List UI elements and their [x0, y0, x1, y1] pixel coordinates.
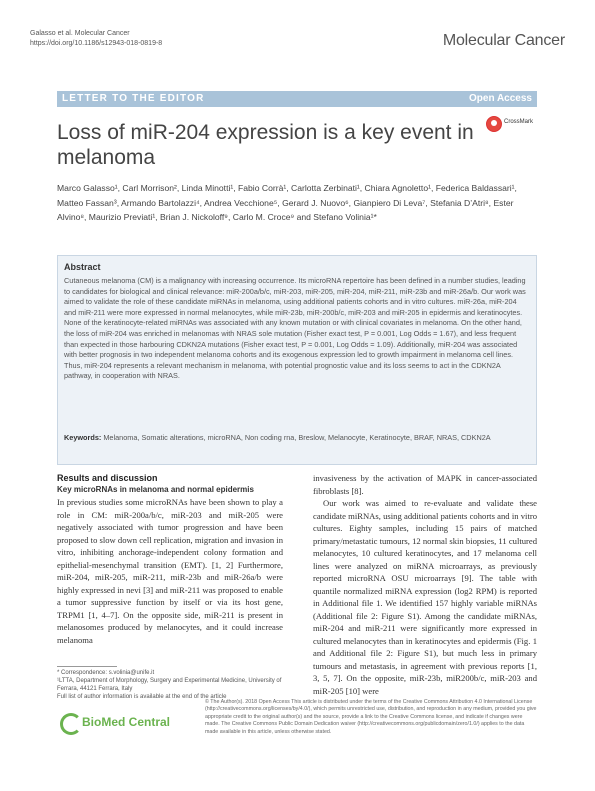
section-heading: Results and discussion — [57, 473, 158, 483]
article-title: Loss of miR-204 expression is a key event in melanoma — [57, 121, 474, 169]
journal-name: Molecular Cancer — [442, 32, 565, 49]
crossmark-button[interactable] — [486, 116, 536, 134]
correspondence-email[interactable]: * Correspondence: s.volinia@unife.it — [57, 670, 155, 676]
affiliation: ¹LTTA, Department of Morphology, Surgery and Experimental Medicine, University of Ferrara, 44121 Ferrara, Italy — [57, 678, 282, 692]
author-list: Marco Galasso¹, Carl Morrison², Linda Minotti¹, Fabio Corrà¹, Carlotta Zerbinati¹, Chiara Agnoletto¹, Federica Baldassari¹, Matteo Fassan³, Armando Bartolazzi⁴, Andrea Vecchione⁵, Gerard J. Nuovo⁶, Gianpiero Di Leva⁷, Stefania D’Atri⁸, Ester Alvino⁸, Maurizio Previati¹, Brian J. Nickoloff⁹, Carlo M. Croce⁹ and Stefano Volinia¹* — [57, 183, 517, 222]
footnotes — [57, 669, 287, 701]
article-type-label: LETTER TO THE EDITOR — [62, 93, 205, 104]
crossmark-icon — [486, 116, 502, 132]
paragraph: In previous studies some microRNAs have been shown to play a role in CM: miR-200a/b/c, miR-203 and miR-205 were negatively associated with tumor progression and have been proposed to slow down cell replication, migration and invasion in vitro, inhibiting anchorage-independent colony formation and epithelial-mesenchymal transition (EMT). [1, 2] Furthermore, miR-204, miR-205, miR-211, miR-23b and miR-26a/b were highly expressed in nevi [3] and miR-211 was proposed to enable a tumor suppressive function by itself or via its host gene, TRPM1 [1, 4–7]. On the opposite side, miR-211 is present in melanosomes produced by melanocytes, and it could increase melanoma — [57, 497, 283, 645]
publisher-name: BioMed Central — [82, 715, 171, 729]
author-info-note: Full list of author information is available at the end of the article — [57, 694, 227, 700]
keywords-label: Keywords: — [64, 433, 102, 442]
left-column — [57, 496, 283, 646]
paragraph: Our work was aimed to re-evaluate and validate these candidate miRNAs, using additional patients cohorts and in vitro cultures. Eighty samples, including 15 pairs of matched primary/metastatic tumours, 12 normal skin biopsies, 11 cultured melanocytes, 10 cultured keratinocytes, and 17 melanoma cell lines were analyzed on miRNA microarrays, as previously reported microRNA OSU microarrays [9]. The table with quantile normalized miRNA expression (log2 RPM) is reported in Additional file 1. We identified 157 highly variable miRNAs (Additional file 2: Figure S1). Among the candidate miRNAs, miR-204 and miR-211 were significantly more expressed in cultured melanocytes than in keratinocytes and epidermis (Fig. 1 and Additional file 2: Figure S1), but much less in primary tumours and metastasis, in agreement with previous reports [1, 3, 5, 7]. On the opposite, miR-23b, miR200b/c, miR-203 and miR-205 [10] were — [313, 498, 537, 696]
doi-link[interactable]: https://doi.org/10.1186/s12943-018-0819-8 — [30, 40, 163, 47]
biomed-central-logo[interactable] — [60, 713, 171, 733]
license-text: © The Author(s). 2018 Open Access This article is distributed under the terms of the Creative Commons Attribution 4.0 International License (http://creativecommons.org/licenses/by/4.0/), which permits unrestricted use, distribution, and reproduction in any medium, provided you give appropriate credit to the original author(s) and the source, provide a link to the Creative Commons license, and indicate if changes were made. The Creative Commons Public Domain Dedication waiver (http://creativecommons.org/publicdomain/zero/1.0/) applies to the data made available in this article, unless otherwise stated. — [205, 699, 537, 735]
keywords-list: Melanoma, Somatic alterations, microRNA, Non coding rna, Breslow, Melanocyte, Keratinocyte, BRAF, NRAS, CDKN2A — [103, 433, 491, 442]
footnote-divider — [57, 666, 117, 667]
right-column — [313, 472, 537, 697]
keywords — [64, 433, 528, 444]
bmc-swirl-icon — [60, 713, 82, 735]
subsection-heading: Key microRNAs in melanoma and normal epidermis — [57, 485, 254, 494]
paragraph: invasiveness by the activation of MAPK in cancer-associated fibroblasts [8]. — [313, 473, 537, 496]
citation-line: Galasso et al. Molecular Cancer — [30, 30, 130, 37]
citation-header — [30, 29, 162, 49]
abstract-body: Cutaneous melanoma (CM) is a malignancy with increasing occurrence. Its microRNA repertoire has been defined in a number studies, leading to candidates for biological and clinical relevance: miR-200a/b/c, miR-203, miR-205, miR-204, miR-211, miR-23b and miR-26a/b. Our work was aimed to validate the role of these candidate miRNAs in melanoma, using additional patients cohorts and in vitro cultures. miR-26a, miR-204 and miR-211 were more expressed in normal melanocytes, while miR-23b, miR-200b/c, miR-203 and miR-205 in epidermis and keratinocytes. None of the keratinocyte-related miRNAs was associated with any known mutation or with clinical covariates in melanoma. On the other hand, the loss of miR-204 was enriched in melanomas with NRAS sole mutation (Fisher exact test, P = 0.001, Log Odds = 1.67), and less frequent than expected in those harbouring CDKN2A mutations (Fisher exact test, P = 0.001, Log Odds = 1.09). Additionally, miR-204 was associated with better prognosis in two independent melanoma cohorts and its exogenous expression led to growth impairment in melanoma cell lines. Thus, miR-204 represents a relevant mechanism in melanoma, with potential prognostic value and its loss seems to act in the CDKN2A pathway, in cooperation with NRAS. — [64, 276, 526, 381]
abstract-heading: Abstract — [64, 262, 101, 272]
crossmark-label: CrossMark — [504, 119, 534, 125]
open-access-label: Open Access — [469, 93, 532, 104]
